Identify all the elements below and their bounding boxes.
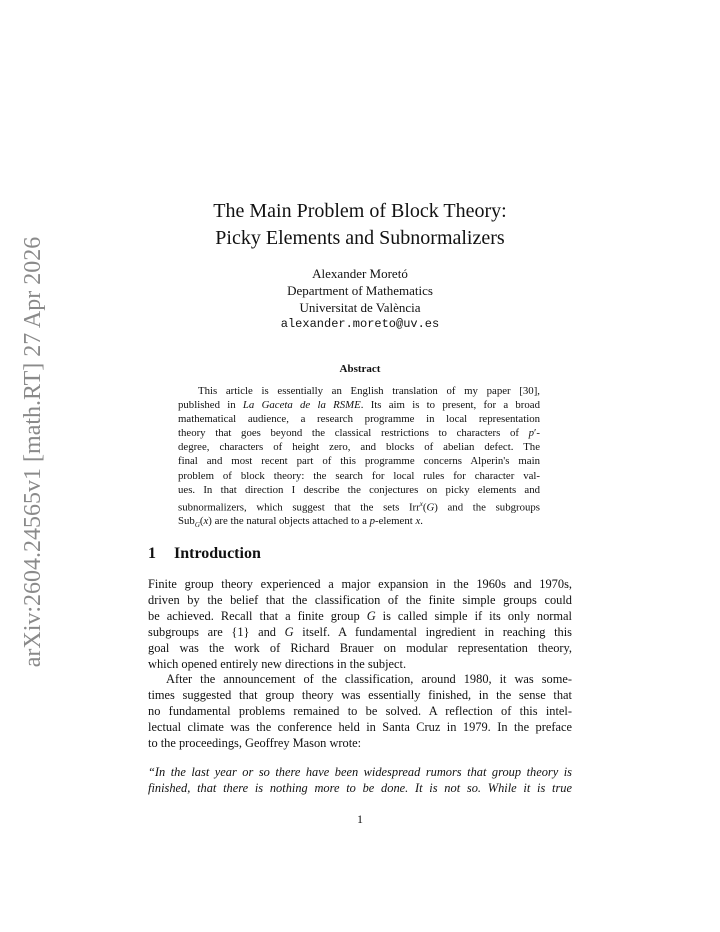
section-title: Introduction xyxy=(174,545,261,562)
abstract-body xyxy=(178,384,540,533)
introduction-body xyxy=(148,577,572,752)
intro-line: no fundamental problems remained to be solved. A reflection of this intel- xyxy=(148,704,572,719)
section-heading xyxy=(148,545,261,563)
intro-line: subgroups are {1} and G itself. A fundamental ingredient in reaching this xyxy=(148,624,572,639)
author-university: Universitat de València xyxy=(299,300,421,315)
intro-line: Finite group theory experienced a major expansion in the 1960s and 1970s, xyxy=(148,577,572,591)
title-line-1: The Main Problem of Block Theory: xyxy=(213,200,507,222)
paper-title xyxy=(148,198,572,252)
abstract-line: subnormalizers, which suggest that the sets Irr$^x$(G) and the subgroups xyxy=(178,499,540,514)
intro-line: After the announcement of the classification, around 1980, it was some- xyxy=(166,672,572,687)
abstract-line: degree, characters of height zero, and blocks of abelian defect. The xyxy=(178,441,540,454)
intro-line: be achieved. Recall that a finite group G is called simple if its only normal xyxy=(148,608,572,623)
quote-line: “In the last year or so there have been widespread rumors that group theory is xyxy=(148,765,572,779)
page-number: 1 xyxy=(357,812,363,826)
author-name: Alexander Moretó xyxy=(312,266,408,281)
abstract-line: final and most recent part of this programme concerns Alperin's main xyxy=(178,455,540,468)
abstract-line: This article is essentially an English translation of my paper [30], xyxy=(198,385,540,397)
intro-line: driven by the belief that the classification of the finite simple groups could xyxy=(148,592,572,607)
abstract-heading: Abstract xyxy=(339,363,381,375)
arxiv-identifier-stamp: arXiv:2604.24565v1 [math.RT] 27 Apr 2026 xyxy=(20,236,46,668)
author-email: alexander.moreto@uv.es xyxy=(280,317,440,331)
abstract-line: published in La Gaceta de la RSME. Its aim is to present, for a broad xyxy=(178,399,540,412)
intro-line: lectual climate was the conference held in Santa Cruz in 1979. In the preface xyxy=(148,720,572,735)
intro-line: times suggested that group theory was essentially finished, in the sense that xyxy=(148,688,572,703)
abstract-line: mathematical audience, a research programme in local representation xyxy=(178,413,540,426)
intro-line: goal was the work of Richard Brauer on modular representation theory, xyxy=(148,640,572,655)
section-number: 1 xyxy=(148,545,156,562)
abstract-line: problem of block theory: the search for local rules for character val- xyxy=(178,469,540,482)
quote-line: finished, that there is nothing more to be done. It is not so. While it is true xyxy=(148,780,572,795)
title-line-2: Picky Elements and Subnormalizers xyxy=(215,227,505,249)
author-department: Department of Mathematics xyxy=(287,283,433,298)
intro-line: to the proceedings, Geoffrey Mason wrote: xyxy=(148,736,362,751)
abstract-line: Sub$_G$(x) are the natural objects attached to a p-element x. xyxy=(178,515,423,530)
abstract-line: theory that goes beyond the classical restrictions to characters of p′- xyxy=(178,427,540,440)
intro-line: which opened entirely new directions in the subject. xyxy=(148,656,407,671)
abstract-line: ues. In that direction I describe the conjectures on picky elements and xyxy=(178,483,540,496)
mason-quote xyxy=(148,765,572,797)
author-info xyxy=(148,265,572,333)
